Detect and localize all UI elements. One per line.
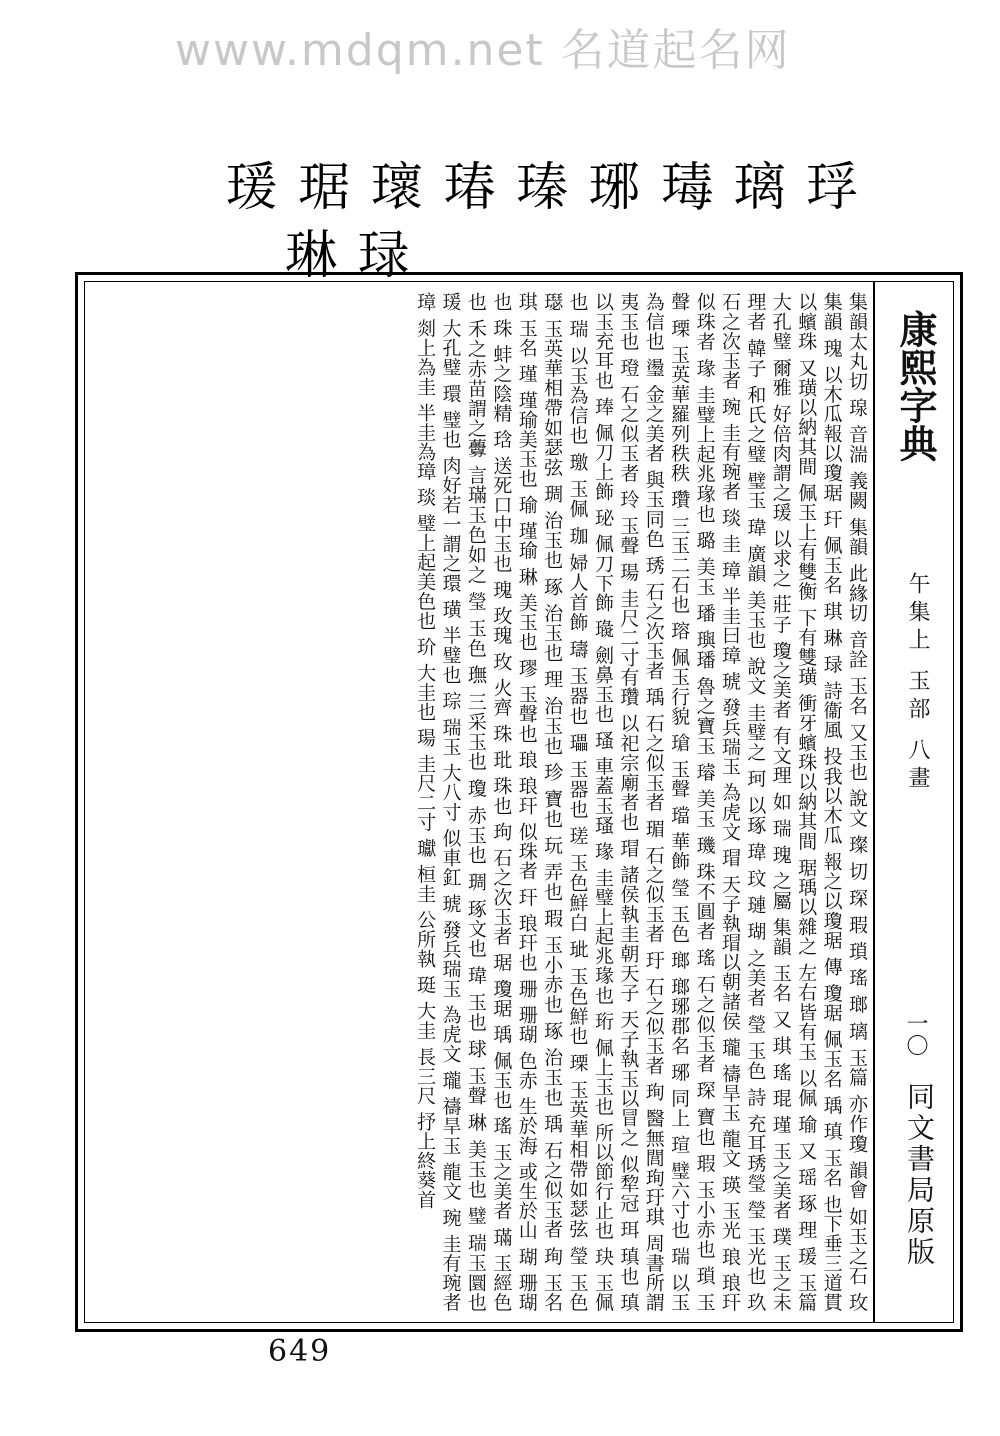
dictionary-entries: 集韻太丸切 瑔 音湍 義闕 集韻 此緣切 音詮 玉名 又玉也 說文 璨 切 琛 瑕 瑣 瑤 瑯 璃 玉篇 亦作瓊 韻會 如玉之石 玫 集韻 瑰 以木瓜報以瓊琚 玕 佩玉名 琪 琳 琭 詩衞風 投我以木瓜 報之以瓊琚 傳 瓊琚 佩玉名 瑀 瑱 玉名 也下垂三道貫以蠙珠 又璜以納其間 佩玉上有雙衡 下有雙璜 衝牙蠙珠以納其間 琚瑀以雜之 左右皆有玉 以佩 瑜 又 瑶 琢 理 瑗 玉篇 大孔璧 爾雅 好倍肉謂之瑗 以求之 莊子 瓊之美者 有文理 如 瑞 瑰 之屬 集韻 玉名 又 琪 瑤 琨 瑾 玉之美者 璞 玉之未理者 韓子 和氏之璧 璧玉 瑋 廣韻 美玉也 說文 圭璧之 珂 以琢 瑋 玟 璉 瑚 之美者 瑩 玉色 詩 充耳琇瑩 瑩 玉光也 玖 石之次玉者 琬 圭有琬者 琰 圭 璋 半圭曰璋 琥 發兵瑞玉 為虎文 瑁 天子執瑁以朝諸侯 瓏 禱旱玉 龍文 瑛 玉光 琅 琅玕 似珠者 瑑 圭璧上起兆瑑也 璐 美玉 璠 璵璠 魯之寶玉 璿 美玉 璣 珠不圓者 瑤 石之似玉者 琛 寶也 瑕 玉小赤也 瑣 玉聲 瑮 玉英華羅列秩秩 瓚 三玉二石也 瑢 佩玉行貌 瑲 玉聲 璫 華飾 瑩 玉色 瑯 瑯琊郡名 琊 同上 瑄 璧六寸也 瑞 以玉為信也 璗 金之美者 與玉同色 琇 石之次玉者 瑀 石之似玉者 瑂 石之似玉者 玗 石之似玉者 珣 醫無閭珣玗琪 周書所謂夷玉也 璒 石之似玉者 玲 玉聲 瑒 圭尺二寸有瓚 以祀宗廟者也 瑁 諸侯執圭朝天子 天子執玉以冒之 似犂冠 珥 瑱也 瑱 以玉充耳也 琫 佩刀上飾 珌 佩刀下飾 璏 劍鼻玉也 瑵 車蓋玉瑵 瑑 圭璧上起兆瑑也 珩 佩上玉也 所以節行止也 玦 玉佩也 瑞 以玉為信也 璬 玉佩 珈 婦人首飾 璹 玉器也 瓃 玉器也 瑳 玉色鮮白 玼 玉色鮮也 瑮 玉英華相帶如瑟弦 瑩 玉色 璱 玉英華相帶如瑟弦 琱 治玉也 琢 治玉也 理 治玉也 珍 寶也 玩 弄也 瑕 玉小赤也 琢 治玉也 瑀 石之似玉者 珣 玉名 琪 玉名 瑾 瑾瑜美玉也 瑜 瑾瑜 琳 美玉也 璆 玉聲也 琅 琅玕 似珠者 玕 琅玕也 珊 珊瑚 色赤 生於海 或生於山 瑚 珊瑚也 珠 蚌之陰精 琀 送死口中玉也 瑰 玫瑰 玫 火齊 珠 玭 珠也 玽 石之次玉者 琚 瓊琚 瑀 佩玉也 瑤 玉之美者 璊 玉經色也 禾之赤苗謂之虋 言璊玉色如之 瑩 玉色 璑 三采玉也 瓊 赤玉也 琱 琢文也 瑋 玉也 球 玉聲 琳 美玉也 璧 瑞玉圜也 瑗 大孔璧 環 璧也 肉好若一謂之環 璜 半璧也 琮 瑞玉 大八寸 似車釭 琥 發兵瑞玉 為虎文 瓏 禱旱玉 龍文 琬 圭有琬者 璋 剡上為圭 半圭為璋 琰 璧上起美色也 玠 大圭也 瑒 圭尺二寸 瓛 桓圭 公所執 珽 大圭 長三尺 抒上終葵首 — [414, 292, 868, 1312]
page-inner-frame — [84, 281, 954, 1323]
page-number: 649 — [268, 1334, 332, 1369]
page-marker: 一〇 — [903, 1012, 928, 1056]
page-header-column — [873, 282, 953, 1322]
watermark: www.mdqm.net 名道起名网 — [175, 25, 791, 76]
seal-heading-row-2: 琳 琭 — [285, 226, 412, 286]
section-label: 午集上 玉部 八畫 — [905, 572, 930, 794]
publisher-label: 同文書局原版 — [903, 1082, 936, 1268]
page-frame — [75, 272, 963, 1332]
dictionary-title: 康熙字典 — [893, 310, 938, 462]
seal-heading-row-1: 瑗 琚 瓌 瑃 瑧 琊 瑇 璃 琈 — [225, 158, 860, 218]
